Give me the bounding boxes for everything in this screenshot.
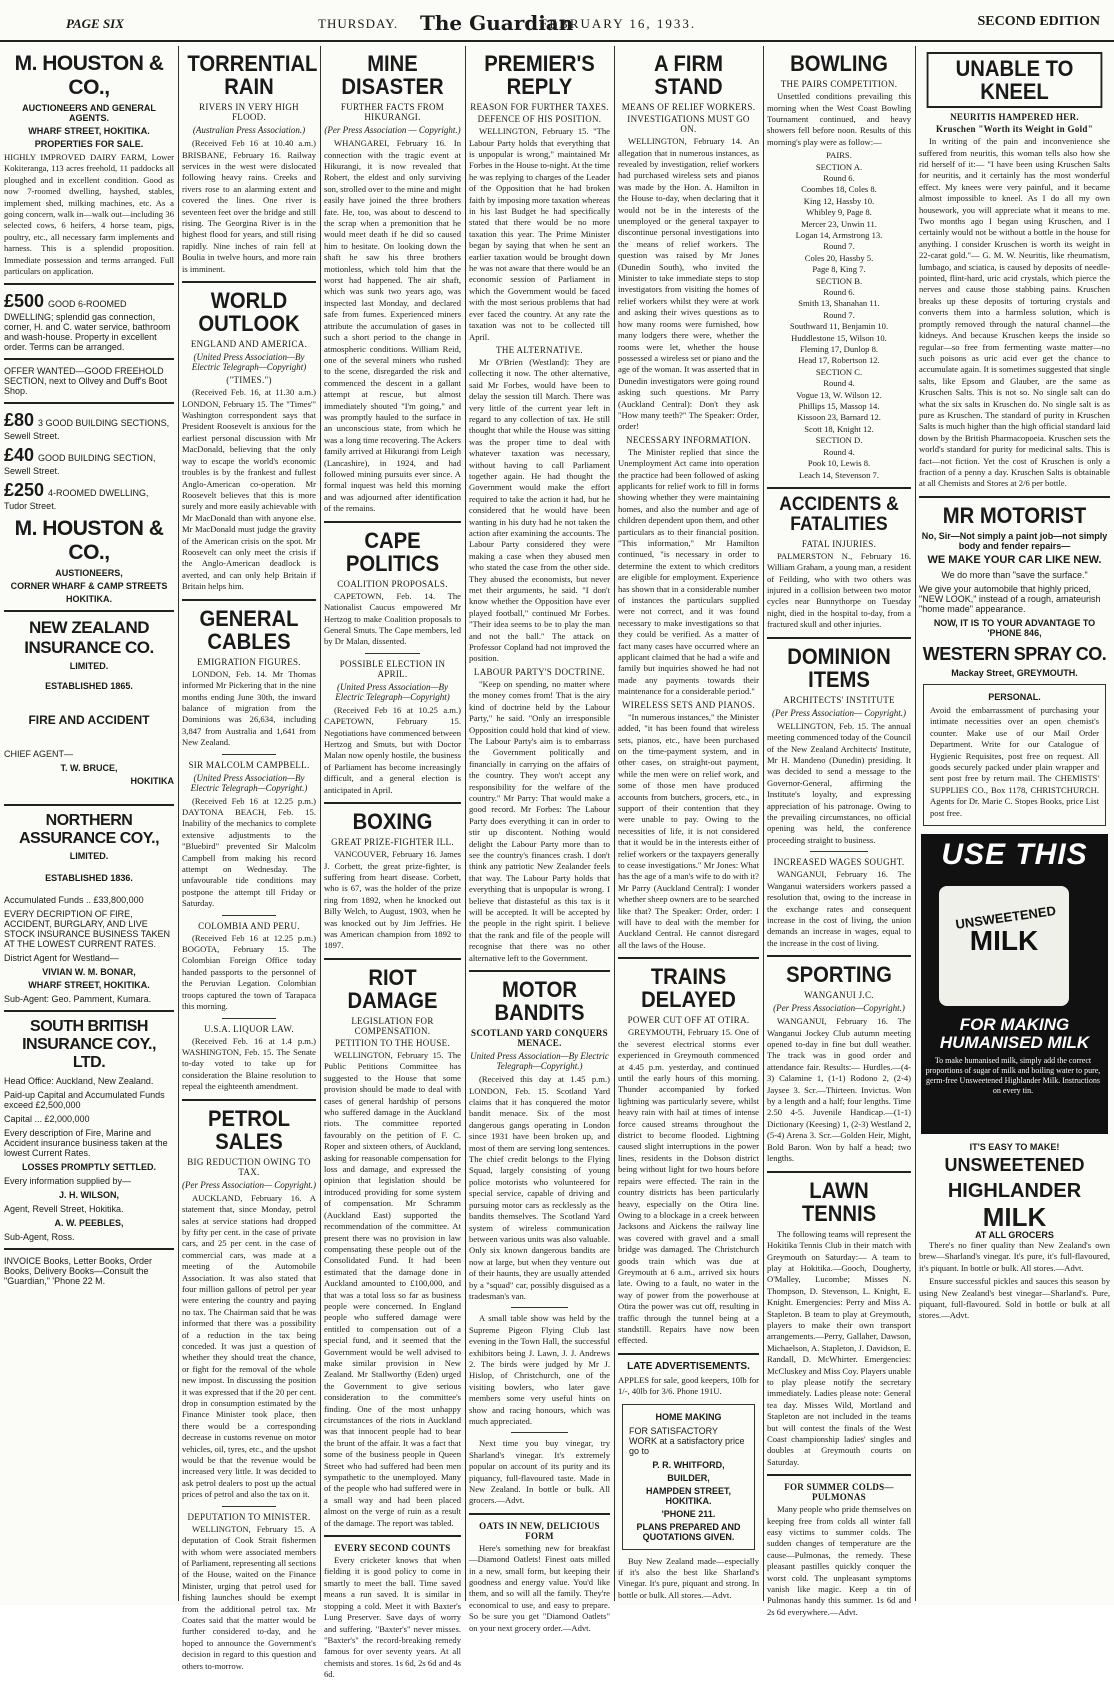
divider (469, 970, 610, 972)
kruschen-body: In writing of the pain and inconvenience she suffered from neuritis, this woman tells also how she rid herself of it:— "I have been using Kruschen Salts for neuritis, and it certainly has the most wonderful effect. My knees were very painful, and it became almost impossible to kneel. As I do all my own housework, you will appreciate what it means to me. Two months ago I began using Kruschen, and I certainly would not be without a bottle in the house for anything. I consider Kruschen is worth its weight in 22-carat gold."— G. M. W. Neuritis, like rheumatism, lumbago, and sciatica, is caused by deposits of needle-pointed, flint-hard, uric acid crystals, which pierce the nerves and cause those stabbing pains. Kruschen breaks up these deposits of torturing crystals and converts them into a harmless solution, which is promptly removed through the natural channel—the kidneys. And because Kruschen keeps the inside so regular—so free from fermenting waste matter—no such poisons as uric acid ever get the chance to accumulate again. It is sometimes suggested that single salts, like Epsom and Glauber, are the same as Kruschen Salts. This is not so. No single salt can do what the six salts in Kruschen do. No single salt is as pure as Kruschen. The standard of purity in Kruschen Salts is much higher than the high official standard laid down by the British Pharmacopoeia. Kruschen sets the world's standard for purity for medicinal salts. This is fact—not fiction. Yet the cost of Kruschen is only a fraction of a penny a day. Kruschen Salts is obtainable at all Chemists and Stores at 2/6 per bottle. (919, 136, 1110, 489)
column-3 (324, 46, 462, 1680)
bowling-headline: BOWLING (790, 51, 888, 76)
northern-agent: District Agent for Westland— (4, 953, 119, 964)
pairs-line: Huddlestone 15, Wilson 10. (791, 332, 887, 343)
south-british-capital2: Capital ... £2,000,000 (4, 1114, 90, 1125)
wages-subhead: INCREASED WAGES SOUGHT. (773, 857, 905, 868)
divider (4, 358, 174, 360)
mine-subhead: FURTHER FACTS FROM HIKURANGI. (340, 102, 445, 123)
northern-funds: Accumulated Funds .. £33,800,000 (4, 895, 144, 906)
kneel-subhead-2: Kruschen "Worth its Weight in Gold" (935, 124, 1094, 135)
trains-delayed-headline: TRAINS DELAYED (641, 964, 736, 1013)
fire-accident: FIRE AND ACCIDENT (28, 713, 150, 728)
houston2-sub: AUSTIONEERS, (55, 568, 123, 579)
northern-ltd: LIMITED. (69, 851, 109, 862)
pairs-line: Mercer 23, Unwin 11. (801, 218, 877, 229)
boxing-subhead: GREAT PRIZE-FIGHTER ILL. (331, 837, 454, 848)
divider (324, 521, 461, 523)
divider (767, 487, 911, 489)
premier-subhead: REASON FOR FURTHER TAXES. (470, 102, 609, 113)
divider (324, 802, 461, 804)
column-4 (469, 46, 610, 1633)
short-rule (511, 1307, 567, 1308)
mine-agency: (Per Press Association — Copyright.) (324, 125, 461, 136)
premier-body: WELLINGTON, February 15. "The Labour Party holds that everything that is unpopular is wrong," maintained Mr Forbes in the House to-night. At the time he was replying to charges of the Leader of the Opposition that he had broken faith by imposing more taxation whereas in his last Budget he had specifically stated that there would be no more taxation this year. The Prime Minister began by saying that when he sent an earlier taxation would be brought down he was not aware that there would be an economic session of Parliament in which the Government would be faced with the most serious problems that had ever faced the country. At any rate the taxation was not to be collected till April. (469, 126, 610, 342)
property-40-text: GOOD BUILDING SECTION, Sewell Street. (4, 453, 156, 477)
chief-agent-name: T. W. BRUCE, (60, 763, 118, 774)
motor-bandits-headline: MOTOR BANDITS (494, 977, 585, 1026)
short-rule (810, 851, 868, 852)
pigeon-show-body: A small table show was held by the Supreme Pigeon Flying Club last evening in the Town Hall, the successful exhibitors being J. Lawn, J. J. Andrews 2. The birds were judged by Mr J. Hislop, of Christchurch, one of the visiting bowlers, who later gave members some very useful hints on show and racing honours, which was much appreciated. (469, 1313, 610, 1426)
pairs-line: Round 4. (823, 446, 855, 457)
sporting-body: WANGANUI, February 16. The Wanganui Jockey Club autumn meeting opened to-day in fine but dull weather. The track was in good order and attendance fair. Results:— Hurdles.—(4-3) Calamine 1, (1-1) Rodono 2, (2-4) Jaysee 3. Scr.—Thirteen. Invictus. Won by a length and a half; four lengths. Time 2.50 4-5. Juvenile Handicap.—(1-1) Dictionary (Keesing) 1, (2-3) Westland 2, (5-4) Arena 3. Scr.—Golden Heir, Might, Bold Baron. Won by half a head; two lengths. (767, 1016, 911, 1164)
world-outlook-headline: WORLD OUTLOOK (198, 288, 300, 337)
pairs-line: Round 7. (823, 241, 855, 252)
pairs-line: Coles 20, Hassby 5. (804, 252, 874, 263)
trains-subhead: POWER CUT OFF AT OTIRA. (627, 1015, 750, 1026)
bowling-body: Unsettled conditions prevailing this morning when the West Coast Bowling Tournament continued, and heavy showers fell before noon. Results of this morning's play were as follow:— (767, 91, 911, 147)
divider (4, 1248, 174, 1250)
houston2-address: CORNER WHARF & CAMP STREETS (10, 581, 168, 592)
south-british-title: SOUTH BRITISH INSURANCE COY., LTD. (22, 1018, 156, 1072)
page-number: PAGE SIX (66, 16, 124, 31)
mr-motorist-headline: MR MOTORIST (942, 502, 1087, 528)
houston-title: M. HOUSTON & CO., (14, 52, 164, 99)
tennis-body: The following teams will represent the Hokitika Tennis Club in their match with Greymouth on Saturday:— A team to play at Hokitika.—Gooch, Dougherty, O'Malley, Lucombe; Misses N. Thompson, D. Stevenson, L. Knight, E. Knight. Emergencies: Perry and Miss A. Stapleton. B team to play at Greymouth, players to make their own transport arrangements.—Perry, Gallaher, Dawson, Michaelson, A. Stapleton, J. Davidson, E. Randall, D. McWhirter. Emergencies: McCluskey and Miss Coy. Players unable to play please notify the secretary immediately. Ladies please note: General tea day. Misses Wild, Mortland and Stapleton are not included in the teams but will contest the finals of the West Coast championship ladies' singles and doubles at Greymouth courts on Saturday. (767, 1228, 911, 1467)
premiers-reply-headline: PREMIER'S REPLY (484, 51, 595, 100)
sporting-subhead: WANGANUI J.C. (804, 990, 874, 1001)
pairs-line: Page 8, King 7. (812, 264, 866, 275)
chief-agent-label: CHIEF AGENT— (4, 749, 74, 760)
home-making-ad (622, 1404, 755, 1550)
use-this-banner: USE THIS (941, 837, 1088, 871)
motorist-line-4: We give your automobile that highly priced, "NEW LOOK," instead of a rough, amateurish "home made" appearance. (919, 583, 1101, 614)
pairs-line: Coombes 18, Coles 8. (801, 184, 877, 195)
sporting-headline: SPORTING (786, 962, 892, 988)
price-250: £250 (4, 480, 45, 501)
northern-agent-name: VIVIAN W. M. BONAR, (42, 967, 136, 978)
northern-est: ESTABLISHED 1836. (45, 873, 133, 884)
masthead-day: THURSDAY. (318, 16, 399, 31)
world-body: (Received Feb. 16, at 11.30 a.m.) LONDON, February 15. The "Times'" Washington correspondent says that President Roosevelt is anxious for the earliest personal discussion with Mr MacDonald, believing that the only way to escape the world's economic troubles is by the frankest and fullest Anglo-American co-operation. Mr Roosevelt believes that this is more surely and more easily achievable with Mr MacDonald than with anyone else. Mr MacDonald must judge the gravity of the American crisis on the spot. Mr Roosevelt can only meet the crisis if the Anglo-American deadlock is averted, and can only help Britain if Britain helps him. (182, 387, 316, 592)
firm-stand-headline: A FIRM STAND (654, 51, 723, 100)
properties-heading: PROPERTIES FOR SALE. (34, 139, 144, 149)
short-rule (222, 1506, 276, 1507)
for-making-banner: FOR MAKING HUMANISED MILK (939, 1014, 1090, 1052)
whitford-plans: PLANS PREPARED AND QUOTATIONS GIVEN. (636, 1521, 741, 1542)
chief-agent-town: HOKITIKA (130, 776, 174, 787)
election-agency: (United Press Association—By Electric Telegraph—Copyright) (335, 681, 450, 702)
sharland-ad: Buy New Zealand made—especially if it's also the best like Sharland's Vinegar. It's pure, piquant and strong. In bottle or bulk. All stores.—Advt. (618, 1555, 759, 1600)
necessary-body: The Minister replied that since the Unemployment Act came into operation the practice had been followed of asking applicants for relief work to fill in forms showing whether they were maintaining homes, and also the number and age of children dependent upon them, and other particulars as to their financial position. "This information," Mr Hamilton continued, "is necessary in order to determine the extent to which creditors are eligible for employment. Experience has shown that in a considerable number of instances the particulars supplied were not correct, and it was found necessary to make investigations so that they could be verified. As a matter of fact many cases have occurred where an applicant claimed that he had a wife and family but inquiries showed he had not made any payments towards their maintenance for a considerable period." (618, 446, 759, 697)
riot-damage-headline: RIOT DAMAGE (347, 964, 438, 1013)
campbell-body: (Received Feb 16 at 12.25 p.m.) DAYTONA BEACH, Feb. 15. Inability of the mechanics to complete extensive adjustments to the "Bluebird" prevented Sir Malcolm Campbell from making his record attempt on Wednesday. The unfavourable tide conditions may postpone the attempt till Friday or Saturday. (182, 795, 316, 909)
lawn-tennis-headline: LAWN TENNIS (801, 1177, 877, 1226)
election-body: (Received Feb 16 at 10.25 a.m.) CAPETOWN, February 15. Negotiations have commenced between Hertzog and Smuts, but with Doctor Malan now openly hostile, the business of Parliament has become increasingly difficult, and a general election is anticipated in April. (324, 704, 461, 795)
every-second-counts-title: EVERY SECOND COUNTS (334, 1543, 451, 1554)
vinegar-ad-2: Ensure successful pickles and sauces this season by using New Zealand's best vinegar—Sharland's. Pure, piquant, full-flavoured. Sold in bottle or bulk at all stores.—Advt. (919, 1276, 1110, 1321)
column-divider (320, 46, 321, 1601)
trains-body: GREYMOUTH, February 15. One of the severest electrical storms ever experienced in Greymouth commenced at 4.45 p.m. yesterday, and continued until the early hours of this morning. Thunder accompanied by forked lightning was particularly severe, whilst heavy rain with hail at times of intense force caused streams throughout the district to become flooded. Lightning caused slight interruptions in the power lines, residents in the Dobson district being without light for two hours before repairs were effected. The rain in the country districts has been particularly heavy, especially on the Otira line. Owing to a blockage in a creek between Jacksons and Aickens the railway line was covered with gravel and a small bridge was damaged. The Christchurch goods train which was due at Greymouth at 6 a.m., arrived six hours late. Owing to a fault, no water in the way of power from the powerhouse at Otira the power was cut off, resulting in traffic through the tunnel being at a standstill. Repairs have now been effected. (618, 1027, 759, 1346)
south-british-every: Every description of Fire, Marine and Accident insurance business taken at the lowest Current Rates. (4, 1128, 168, 1159)
western-spray-address: Mackay Street, GREYMOUTH. (951, 667, 1078, 678)
divider (469, 1513, 610, 1515)
deputation-body: WELLINGTON, February 15. A deputation of Cook Strait fishermen with whom were associated members of Parliament, representing all sections of the House, waited on the Finance Minister, urging that petrol used for fishing launches should be exempt from the additional petrol tax. Mr Coates said that the matter would be further considered to-day, and he hoped to announce the Government's decision in regard to this question and others to-morrow. (182, 1523, 316, 1671)
highlander-brand-block (921, 1141, 1108, 1240)
wireless-subhead: WIRELESS SETS AND PIANOS. (621, 699, 755, 710)
northern-every: EVERY DECRIPTION OF FIRE, ACCIDENT, BURGLARY, AND LIVE STOCK INSURANCE BUSINESS TAKEN AT THE LOWEST CURRENT RATES. (4, 909, 171, 950)
sporting-agency: (Per Press Association—Copyright.) (773, 1003, 905, 1014)
world-subhead: ENGLAND AND AMERICA. (190, 339, 308, 350)
pairs-line: SECTION B. (815, 275, 863, 286)
home-making-title: HOME MAKING (655, 1411, 722, 1422)
column-1 (4, 46, 174, 1601)
dominion-agency: (Per Press Association— Copyright.) (772, 707, 906, 718)
divider (919, 496, 1110, 498)
apples-ad: APPLES for sale, good keepers, 10lb for 1/-, 40lb for 3/6. Phone 191U. (618, 1374, 759, 1397)
motorist-line-1: No, Sir—Not simply a paint job—not simply body and fender repairs— (921, 530, 1108, 551)
rain-subhead: RIVERS IN VERY HIGH FLOOD. (199, 102, 299, 123)
brand-line-2: HIGHLANDER (947, 1179, 1082, 1202)
short-rule (222, 915, 276, 916)
divider (324, 1535, 461, 1537)
houston-address: WHARF STREET, HOKITIKA. (28, 126, 150, 136)
firm-subhead: MEANS OF RELIEF WORKERS. (621, 102, 756, 113)
general-cables-headline: GENERAL CABLES (199, 605, 299, 654)
dominion-items-headline: DOMINION ITEMS (787, 643, 891, 692)
houston2-title: M. HOUSTON & CO., (14, 517, 164, 565)
divider (182, 1099, 316, 1101)
oats-body: Here's something new for breakfast —Diamond Oatlets! Finest oats milled in a new, small form, but keeping their goodness and energy value. You'd like them, and so will all the family. They're economical to use, and easy to prepare. So be sure you get "Diamond Oatlets" on your next grocery order.—Advt. (469, 1542, 610, 1633)
pairs-line: Smith 13, Shanahan 11. (798, 298, 880, 309)
every-second-counts-body: Every cricketer knows that when fielding it is good policy to come in smartly to meet the ball. Time saved means a run saved. It is similar in stopping a cold. Meet it with Baxter's Lung Preserver. Save days of worry and suffering. "Baxter's" never misses. "Baxter's" the record-breaking remedy famous for over seventy years. At all chemists and stores. 1s 6d, 2s 6d and 4s 6d. (324, 1555, 461, 1680)
petrol-sales-headline: PETROL SALES (207, 1105, 291, 1154)
petrol-body: AUCKLAND, February 16. A statement that, since Monday, petrol sales at service stations had dropped by fifty per cent. in the case of private cars, and 25 per cent. in the case of commercial cars, was made at a meeting of the Automobile Association. It was also stated that four million gallons of petrol per year were entering the country and paying no tax. The Chairman said that he was informed that there was a possibility of a reduction in the tax being conceded. It was just a question of whether they should treat the chance, or fight for the removal of the whole new impost. In discussing the position it was expressed that if the 20 per cent. drop in consumption estimated by the Finance Minister took place, then there would be a corresponding decrease in customs revenue on motor vehicles, oil, tyres, etc., and the upshot would be that the revenue would be increased very little. It was decided to ask petrol dealers to post up the actual prices of petrol and also the tax on it. (182, 1192, 316, 1500)
wages-body: WANGANUI, February 16. The Wanganui watersiders workers passed a resolution that, owing to the increase in the exchange rates and consequent increase in the cost of living, the union demands an increase in wages, equal to the increase in the cost of living. (767, 869, 911, 948)
divider (767, 1474, 911, 1476)
nz-insurance-title: NEW ZEALAND INSURANCE CO. (24, 618, 154, 658)
western-spray-co: WESTERN SPRAY CO. (922, 643, 1107, 664)
property-500 (4, 291, 174, 352)
accidents-subhead: FATAL INJURIES. (801, 538, 877, 549)
property-500-text: GOOD 6-ROOMED DWELLING; splendid gas connection, corner, H. and C. water service, bathroom and wash-house. Property in excellent order. Terms can be arranged. (4, 299, 171, 353)
alternative-body: Mr O'Brien (Westland): They are collecting it now. The other alternative, said Mr Forbes, would have been to delay the session till March. There was very little of the current year left in regard to any collection of tax. He still thought that while the House was sitting was the proper time to deal with whatever taxation was necessary, without having to call Parliament together again. He had thought the Government would make the effort required to take the action it had, but he considered that he would have been wanting in his duty had he not taken the action after examining the accounts. The Labour Party considered they were making a case when they abused men who stated the case from the other side. They abused the economists, but never met their arguments, he said. "I don't know whether the Opposition have ever played football," continued Mr Forbes. "Their idea seems to be to play the man and not the ball." The attack on Professor Copland had not improved the position. (469, 356, 610, 664)
price-80: £80 (4, 410, 35, 431)
northern-sub-agent: Sub-Agent: Geo. Pamment, Kumara. (4, 994, 152, 1005)
column-7 (919, 46, 1110, 1601)
property-250 (4, 480, 174, 511)
pairs-line: Vogue 13, W. Wilson 12. (796, 389, 882, 400)
masthead-date: FEBRUARY 16, 1933. (540, 16, 697, 31)
offer-wanted: OFFER WANTED—GOOD FREEHOLD SECTION, next to Ollvey and Duff's Boot Shop. (4, 366, 168, 397)
paper-title: The Guardian (420, 11, 574, 35)
personal-body: Avoid the embarrassment of purchasing your intimate necessities over an open chemist's counter. Make use of our Mail Order Department. Write for our Catalogue of Hygienic Requisites, post free on request. All goods securely packed under plain wrapper and sent post free by return mail. The CHEMISTS' SUPPLIES CO., Box 1178, CHRISTCHURCH. Agents for Dr. Marie C. Stopes Books, price List post free. (930, 704, 1099, 818)
property-80-text: 3 GOOD BUILDING SECTIONS, Sewell Street. (4, 418, 170, 442)
whitford-name: P. R. WHITFORD, (652, 1459, 725, 1470)
column-divider (178, 46, 179, 1601)
premier-subhead-2: DEFENCE OF HIS POSITION. (477, 114, 602, 125)
info-supplied: Every information supplied by— (4, 1176, 132, 1187)
pairs-line: PAIRS. (826, 150, 852, 161)
brand-line-3: MILK (982, 1201, 1047, 1232)
brand-line-1: UNSWEETENED (944, 1154, 1085, 1175)
liquor-subhead: U.S.A. LIQUOR LAW. (204, 1023, 294, 1034)
world-times: ("TIMES.") (226, 375, 272, 386)
pairs-line: Leach 14, Stevenson 7. (799, 469, 879, 480)
bandits-subhead: SCOTLAND YARD CONQUERS MENACE. (471, 1028, 608, 1049)
divider (767, 1171, 911, 1173)
cape-subhead: COALITION PROPOSALS. (337, 578, 448, 589)
colombia-body: (Received Feb 16 at 12.25 p.m.) BOGOTA, February 15. The Colombian Foreign Office today handed passports to the personnel of the Peruvian Legation. Colombian troops captured the town of Tarapaca this morning. (182, 932, 316, 1012)
vinegar-ad: Next time you buy vinegar, try Sharland's vinegar. It's extremely popular on account of its purity and its piquancy, full-flavoured taste. Made in New Zealand. In bottle or bulk. All grocers.—Advt. (469, 1438, 610, 1506)
can-label-1: UNSWEETENED (954, 902, 1057, 932)
houston2-town: HOKITIKA. (66, 594, 112, 605)
petrol-agency: (Per Press Association— Copyright.) (182, 1179, 316, 1190)
property-80 (4, 410, 174, 441)
whitford-trade: BUILDER, (667, 1472, 710, 1483)
petrol-subhead: BIG REDUCTION OWING TO TAX. (187, 1156, 311, 1177)
boxing-body: VANCOUVER, February 16. James J. Corbett, the great prize-fighter, is suffering from heart disease. Corbett, who is 67, was the holder of the prize ring from 1892, when he knocked out Billy Welch, to August, 1903, when he was knocked out by Jim Jeffries. He was American champion from 1892 to 1897. (324, 849, 461, 951)
pairs-line: Pook 10, Lewis 8. (807, 458, 871, 469)
bandits-agency: United Press Association—By Electric Telegraph—Copyright.) (470, 1051, 609, 1072)
riot-body: WELLINGTON, February 15. The Public Petitions Committee has suggested to the House that some provision should be made to deal with cases of general hardship of persons who suffered damage in the Auckland riots. The committee reported favourably on the petition of F. C. Roper and sixteen others, of Auckland, asking for reasonable compensation for loss and damage, and expressed the opinion that legislation should be introduced providing for some system of compensation. Mr Schramm (Auckland East) supported the recommendation of the committee. At present there was no provision in law compensating these people out of the Consolidated Fund. It had been estimated that the damage done in Auckland amounted to £100,000, and that was a total loss so far as business people were concerned. In England people who suffered damage were entitled to compensation out of a special fund, and it seemed that the Government would be well advised to make similar provision in New Zealand. Mr Stallworthy (Eden) urged the Government to give serious consideration to the committee's finding. One of the most unhappy circumstances of the riots in Auckland was that innocent people had to bear the brunt of the affair. It was a fact that some of the business people in Queen Street who had suffered had been men sympathetic to the unemployed. Many of the people who had suffered were in a small way and had been placed almost on the verge of ruin as a result of the damage. The report was tabled. (324, 1050, 461, 1528)
pairs-line: Logan 14, Armstrong 13. (795, 229, 883, 240)
riot-subhead: LEGISLATION FOR COMPENSATION. (351, 1016, 434, 1036)
oats-title: OATS IN NEW, DELICIOUS FORM (479, 1520, 600, 1541)
column-2 (182, 46, 318, 1671)
nz-insurance-est: ESTABLISHED 1865. (45, 681, 133, 692)
colombia-subhead: COLOMBIA AND PERU. (198, 920, 300, 931)
highlander-milk-ad (921, 834, 1108, 1134)
pairs-line: SECTION C. (815, 366, 863, 377)
pairs-line: Scott 18, Knight 12. (804, 423, 874, 434)
peebles-name: A. W. PEEBLES, (54, 1218, 124, 1229)
firm-body: WELLINGTON, February 14. An allegation that in numerous instances, as revealed by investigation, relief workers had purchased wireless sets and pianos was made by the Hon. A. Hamilton in the House to-day, when declaring that it would not be in the interests of the unemployed or the general taxpayer to discontinue personal investigations into the means of relief workers. The question was raised by Mr Jones (Dunedin South), who invited the Minister to take immediate steps to stop investigators from visiting the homes of relief workers whilst they were at work and asking their wives questions as to how many rooms were furnished, how many lodgers there were, whether the rooms were let, whether the house possessed a wireless set or piano and the age of the woman. It was asserted that in Dunedin investigators were going round asking such questions. Mr Parry (Auckland Central): Don't they ask "How many teeth?" The Speaker: Order, order! (618, 136, 759, 432)
cables-subhead: EMIGRATION FIGURES. (197, 656, 301, 667)
divider (767, 637, 911, 639)
short-rule (365, 653, 420, 654)
torrential-rain-headline: TORRENTIAL RAIN (187, 51, 318, 100)
divider (324, 958, 461, 960)
divider (182, 599, 316, 601)
election-subhead: POSSIBLE ELECTION IN APRIL. (339, 658, 446, 679)
short-rule (222, 1018, 276, 1019)
pairs-results (767, 150, 911, 481)
property-40 (4, 445, 174, 476)
campbell-subhead: SIR MALCOLM CAMPBELL. (188, 759, 310, 770)
doctrine-subhead: LABOUR PARTY'S DOCTRINE. (473, 666, 606, 677)
divider (4, 402, 174, 404)
divider (4, 610, 174, 612)
mine-body: WHANGAREI, February 16. In connection with the tragic event at Hikurangi, it is now revealed that Robert, the eldest and only surviving son, strolled over to the mine and might easily have joined the three brothers fate. He, too, was about to descend to the scrap when a premonition that he would meet death if he did so caused him to hesitate. On looking down the shaft he saw his three brothers motionless, which told him that the worst had happened. The air shaft, which was sunk two years ago, was inspected last Monday, and declared safe from fumes. Experienced miners attribute the accumulation of gases in such a short period to the change in atmospheric conditions. William Reid, one of the several miners who rushed to the scene, disregarded the risk and commenced the descent in a gallant attempt at rescue, but almost immediately shouted "I'm going," and was promptly hauled to the surface in an unconscious state, from which he was a long time recovering. The Ackers family arrived at Hikurangi from Leigh (Lancashire), in 1924, and had followed mining pursuits ever since. A formal inquest was held this morning and was adjourned after identification of the remains. (324, 138, 462, 514)
northern-assurance-title: NORTHERN ASSURANCE COY., (18, 812, 160, 848)
pairs-line: Round 7. (823, 309, 855, 320)
divider (4, 283, 174, 285)
motorist-line-2: WE MAKE YOUR CAR LIKE NEW. (927, 553, 1102, 566)
easy-to-make: IT'S EASY TO MAKE! (969, 1141, 1060, 1152)
milk-can-icon (939, 886, 1069, 1006)
divider (4, 1010, 174, 1012)
divider (182, 281, 316, 283)
wireless-body: "In numerous instances," the Minister added, "it has been found that wireless sets, pianos, etc., have been purchased on the time-payment system, and in other cases, on straight-out payment, while the men were on relief work, and some of those men have produced accounts from butchers, grocers, etc., in support of their contention that they were unable to pay. Owing to the necessities of life, it is not considered that it would be in the interests either of relief workers or the taxpayers generally to cease investigations." Mr Jones: What has the age of a man's wife to do with it? Mr Parry (Auckland Central): I wonder whether sheep owners are to be searched like that? The Speaker: Order, order: I will have to deal with the member for Auckland Central. He cannot disregard all the laws of the House. (618, 711, 759, 950)
pairs-line: Round 4. (823, 378, 855, 389)
pairs-line: Head 17, Robertson 12. (798, 355, 880, 366)
south-british-capital: Paid-up Capital and Accumulated Funds exceed £2,500,000 (4, 1090, 165, 1111)
vinegar-ad-1: There's no finer quality than New Zealand's own brew—Sharland's vinegar. It's pure, it's full-flavoured, it's piquant. In bottle or bulk. All stores.—Advt. (919, 1239, 1110, 1273)
alternative-subhead: THE ALTERNATIVE. (496, 344, 583, 355)
colds-body: Many people who pride themselves on keeping free from colds all winter fall easy victims to summer colds. The sudden changes of temperature are the cause—Pulmonas, the remedy. These pleasant pastilles quickly conquer the worst cold. The unpleasant symptoms vanish like magic. Keep a tin of Pulmonas handy this summer. 1s 6d and 2s 6d everywhere.—Advt. (767, 1504, 911, 1617)
column-divider (915, 46, 916, 1601)
mine-disaster-headline: MINE DISASTER (341, 51, 444, 100)
pairs-line: Whibley 9, Page 8. (806, 207, 872, 218)
divider (767, 955, 911, 957)
pairs-line: Round 6. (823, 287, 855, 297)
column-6 (767, 46, 911, 1617)
late-ads-title: LATE ADVERTISEMENTS. (627, 1360, 750, 1372)
bowling-subhead: THE PAIRS COMPETITION. (780, 79, 898, 90)
pairs-line: SECTION A. (815, 161, 863, 172)
losses-settled: LOSSES PROMPTLY SETTLED. (21, 1162, 157, 1173)
accidents-headline: ACCIDENTS & FATALITIES (779, 493, 899, 535)
masthead (0, 0, 1114, 44)
necessary-subhead: NECESSARY INFORMATION. (626, 434, 751, 445)
rain-body: (Received Feb 16 at 10.40 a.m.) BRISBANE, February 16. Railway services in the west were dislocated following heavy rains. Creeks and rivers rose to an alarming extent and covered the lines. One river is seventeen feet over the bridge and still rising. The Georgina River is in the highest flood for years, and still rising rapidly. Nine inches of rain fell at Boulia in twelve hours, and more rain is imminent. (182, 138, 316, 274)
bandits-body: (Received this day at 1.45 p.m.) LONDON, Feb. 15. Scotland Yard claims that it has conquered the motor bandit menace. Six of the most dangerous gangs operating in London since 1931 have been broken up, and most of them are serving long sentences. The chief credit belongs to the Flying Squad, largely consisting of young police motorists who volunteered for special service, capable of driving and pursuing motor cars as recklessly as the bandits themselves. The Scotland Yard system of wireless communication between various units was also valuable. Only six known dangerous bandits are now at large, but when they venture out of their haunts, they are usually attended by a "squad" car, possibly disguised as a tradesman's van. (469, 1074, 610, 1301)
south-british-office: Head Office: Auckland, New Zealand. (4, 1076, 154, 1087)
doctrine-body: "Keep on spending, no matter where the money comes from! That is the airy kind of doctrine held by the Labour Party," he said. "Only an irresponsible Opposition could hold that kind of view. The Labour Party's aim is to embarrass the Government politically and financially in carrying on the affairs of the country. They won't accept any responsibility for the welfare of the country." Mr Parry: That would make a good record. Mr Forbes: The Labour Party does everything it can in order to stir up discontent. Nothing would delight the Labour Party more than to see the country's finances crash. I don't think any patriotic New Zealander feels that way. The Labour Party holds that everything that is unpopular is wrong. I believe that distasteful as this tax is it will be accepted. It will be accepted by the people in the right spirit. I believe that the rank and file of the people will recognise that there was no other alternative left to the Government. (469, 678, 610, 963)
price-40: £40 (4, 445, 35, 466)
wilson-title: Agent, Revell Street, Hokitika. (4, 1204, 124, 1215)
cape-body: CAPETOWN, Feb. 14. The Nationalist Caucus empowered Mr Hertzog to make Coalition proposals to General Smuts. The Cape members, led by Dr Malan, dissented. (324, 590, 461, 647)
can-label-2: MILK (969, 924, 1039, 956)
home-making-line: FOR SATISFACTORY WORK at a satisfactory price go to (629, 1425, 745, 1456)
divider (618, 1353, 759, 1355)
divider (4, 804, 174, 806)
colds-title: FOR SUMMER COLDS—PULMONAS (784, 1482, 894, 1503)
boxing-headline: BOXING (352, 809, 433, 835)
deputation-subhead: DEPUTATION TO MINISTER. (187, 1511, 311, 1522)
cables-body: LONDON, Feb. 14. Mr Thomas informed Mr Pickering that in the nine months ending June 30th, the inward balance of migration from the Dominions was 26,634, including 3,847 from Australia and 1,641 from New Zealand. (182, 668, 316, 748)
houston-sub: AUCTIONEERS AND GENERAL AGENTS. (22, 103, 156, 123)
campbell-agency: (United Press Association—By Electric Telegraph—Copyright.) (190, 772, 308, 793)
invoice-books-ad: INVOICE Books, Letter Books, Order Books, Delivery Books—Consult the "Guardian," 'Phone 22 M. (4, 1256, 153, 1287)
masthead-rule (0, 40, 1114, 42)
wilson-name: J. H. WILSON, (58, 1190, 119, 1201)
motorist-line-3: We do more than "save the surface." (941, 569, 1088, 580)
world-agency: (United Press Association—By Electric Telegraph—Copyright) (191, 352, 307, 373)
kneel-subhead: NEURITIS HAMPERED HER. (950, 112, 1079, 123)
pairs-line: King 12, Hassby 10. (803, 195, 875, 206)
cape-politics-headline: CAPE POLITICS (345, 527, 440, 576)
pairs-line: Fleming 17, Dunlop 8. (799, 344, 879, 355)
dairy-farm-ad: HIGHLY IMPROVED DAIRY FARM, Lower Kokiteranga, 113 acres freehold, 11 paddocks all ploughed and in excellent condition. Good as now 7-roomed dwelling, hayshed, stables, implement shed, milking machines, etc. As a going concern, walk in—walk out—including 36 selected cows, 6 heifers, 4 horse team, pigs, poultry, etc., all necessary farm implements and harness. This is a splendid proposition. Immediate possession and terms arranged. Full particulars on application. (4, 152, 174, 277)
nz-insurance-ltd: LIMITED. (69, 661, 109, 672)
pairs-line: SECTION D. (815, 435, 863, 446)
whitford-phone: 'PHONE 211. (661, 1508, 716, 1519)
edition-label: SECOND EDITION (977, 14, 1100, 29)
unable-to-kneel-headline: UNABLE TO KNEEL (927, 52, 1103, 108)
column-divider (465, 46, 466, 1601)
column-divider (614, 46, 615, 1601)
pairs-line: Kissoon 23, Barnard 12. (797, 412, 881, 423)
firm-subhead-2: INVESTIGATIONS MUST GO ON. (627, 114, 750, 135)
dominion-body: WELLINGTON, Feb. 15. The annual meeting commenced today of the Council of the New Zealand Architects' Institute, Mr H. Mandeno (Dunedin) presiding. It was decided to send a message to the Governor-General, affirming the Institute's loyalty, and expressing appreciation of his patronage. Owing to the prevailing circumstances, no official opening was held, the conference proceeding straight to business. (767, 720, 911, 845)
dominion-subhead: ARCHITECTS' INSTITUTE (783, 694, 895, 705)
column-divider (763, 46, 764, 1601)
personal-ad (923, 684, 1106, 826)
peebles-title: Sub-Agent, Ross. (4, 1232, 75, 1243)
at-all-grocers: AT ALL GROCERS (975, 1229, 1054, 1240)
column-5 (618, 46, 759, 1601)
pairs-line: Southward 11, Benjamin 10. (789, 321, 889, 332)
rain-agency: (Australian Press Association.) (192, 125, 306, 136)
short-rule (511, 1432, 567, 1433)
property-250-text: 4-ROOMED DWELLING, Tudor Street. (4, 488, 149, 512)
price-500: £500 (4, 291, 45, 312)
whitford-address: HAMPDEN STREET, HOKITIKA. (645, 1485, 731, 1506)
personal-title: PERSONAL. (988, 691, 1041, 702)
accidents-body: PALMERSTON N., February 16. William Graham, a young man, a resident of Feilding, who with two others was injured in a collision between two motor cycles near Bunnythorpe on Tuesday night, died in the hospital to-day, from a fractured skull and other injuries. (767, 550, 911, 630)
northern-address: WHARF STREET, HOKITIKA. (28, 980, 150, 991)
motorist-line-5: NOW, IT IS TO YOUR ADVANTAGE TO 'PHONE 846, (933, 617, 1096, 638)
short-rule (222, 754, 276, 755)
riot-subhead-2: PETITION TO THE HOUSE. (334, 1038, 451, 1048)
humanised-milk-instructions: To make humanised milk, simply add the correct proportions of sugar of milk and boiling water to pure, germ-free Unsweetened Highlander Milk. Instructions on every tin. (925, 1055, 1101, 1095)
pairs-line: Round 6. (823, 172, 855, 183)
liquor-body: (Received Feb. 16 at 1.4 p.m.) WASHINGTON, Feb. 15. The Senate to-day voted to take up for consideration the Blaine resolution to repeal the eighteenth amendment. (182, 1035, 316, 1092)
divider (618, 957, 759, 959)
pairs-line: Phillips 15, Massop 14. (798, 401, 880, 412)
